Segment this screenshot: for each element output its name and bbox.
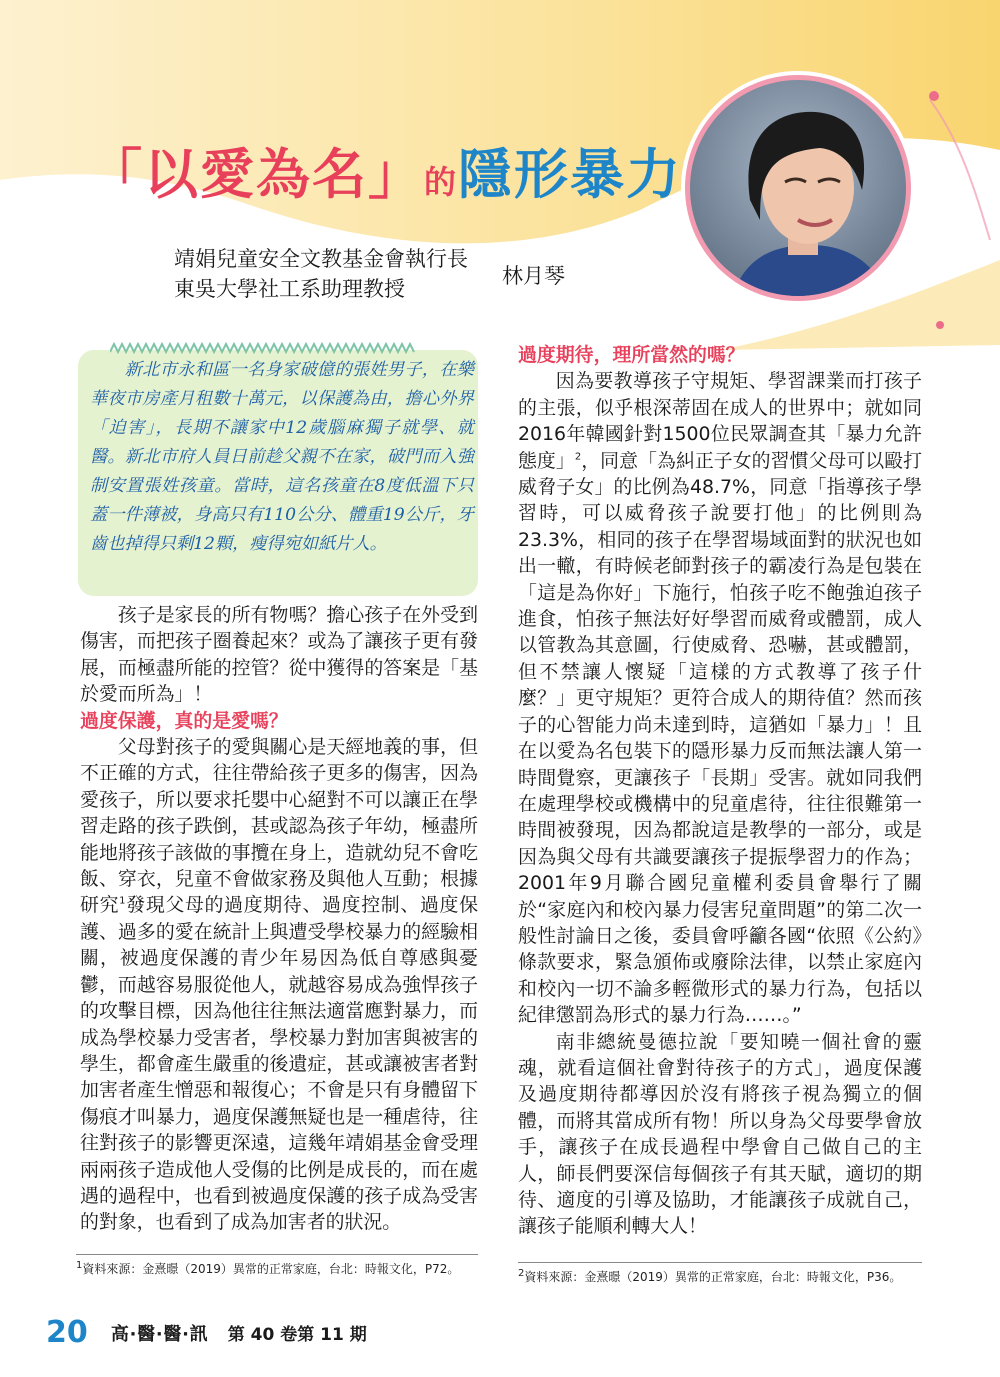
right-paragraph-1-a: 因為要教導孩子守規矩、學習課業而打孩子的主張，似乎根深蒂固在成人的世界中；就如同2016年韓國針對1500位民眾調查其「暴力允許態度」 <box>518 370 922 472</box>
footnote-right-number: 2 <box>518 1268 525 1279</box>
left-paragraph-1: 孩子是家長的所有物嗎？擔心孩子在外受到傷害，而把孩子圈養起來？或為了讓孩子更有發展，而極盡所能的控管？從中獲得的答案是「基於愛而所為」！ <box>80 604 478 706</box>
right-paragraph-1 <box>518 368 922 1028</box>
stitch-decoration <box>110 342 430 354</box>
footnote-divider-right <box>518 1262 922 1263</box>
title-part-1: 「以愛為名」 <box>88 143 424 206</box>
intro-quote: 新北市永和區一名身家破億的張姓男子，在樂華夜市房產月租數十萬元，以保護為由，擔心外界「迫害」，長期不讓家中12歲腦麻獨子就學、就醫。新北市府人員日前趁父親不在家，破門而入強制安置張姓孩童。當時，這名孩童在8度低溫下只蓋一件薄被，身高只有110公分、體重19公斤，牙齒也掉得只剩12顆，瘦得宛如紙片人。 <box>90 360 474 554</box>
left-paragraph-2-b: 發現父母的過度期待、過度控制、過度保護、過多的愛在統計上與遭受學校暴力的經驗相關，被過度保護的青少年易因為低自尊感與憂鬱，而越容易服從他人，就越容易成為強悍孩子的攻擊目標，因為他往往無法適當應對暴力，而成為學校暴力受害者，學校暴力對加害與被害的學生，都會產生嚴重的後遺症，甚或讓被害者對加害者產生憎惡和報復心；不會是只有身體留下傷痕才叫暴力，過度保護無疑也是一種虐待，往往對孩子的影響更深遠，這幾年靖娟基金會受理兩兩孩子造成他人受傷的比例是成長的，而在處遇的過程中，也看到被過度保護的孩子成為受害的對象，也看到了成為加害者的狀況。 <box>80 894 479 1234</box>
right-section-heading: 過度期待，理所當然的嗎？ <box>518 344 745 366</box>
article-title <box>88 132 682 209</box>
issue-info: 第 40 卷第 11 期 <box>227 1325 367 1345</box>
footnote-left-number: 1 <box>76 1260 83 1271</box>
footnote-right <box>518 1268 901 1285</box>
author-portrait <box>680 70 916 306</box>
footnote-left-text: 資料來源：金熹暻（2019）異常的正常家庭，台北：時報文化，P72。 <box>82 1262 460 1276</box>
page-footer <box>46 1315 367 1350</box>
page-number: 20 <box>46 1315 88 1350</box>
author-name: 林月琴 <box>502 264 565 288</box>
intro-quote-text <box>90 356 474 559</box>
left-paragraph-2 <box>80 734 478 1236</box>
journal-name: 高‧醫‧醫‧訊 <box>110 1323 209 1345</box>
footnote-divider-left <box>76 1254 478 1255</box>
footnote-ref-2: 2 <box>574 451 582 463</box>
left-section-heading: 過度保護，真的是愛嗎？ <box>80 709 288 732</box>
title-part-3: 隱形暴力 <box>458 143 683 206</box>
footnote-left <box>76 1260 459 1277</box>
right-paragraph-1-b: ，同意「為糾正子女的習慣父母可以毆打威脅子女」的比例為48.7%，同意「指導孩子學習時，可以威脅孩子說要打他」的比例則為23.3%，相同的孩子在學習場域面對的狀況也如出一轍，有時候老師對孩子的霸凌行為是包裝在「這是為你好」下施行，怕孩子吃不飽強迫孩子進食，怕孩子無法好好學習而威脅或體罰，成人以管教為其意圖，行使威脅、恐嚇，甚或體罰，但不禁讓人懷疑「這樣的方式教導了孩子什麼？」更守規矩？更符合成人的期待值？然而孩子的心智能力尚未達到時，這猶如「暴力」！且在以愛為名包裝下的隱形暴力反而無法讓人第一時間覺察，更讓孩子「長期」受害。就如同我們在處理學校或機構中的兒童虐待，往往很難第一時間被發現，因為都說這是教學的一部分，或是因為與父母有共識要讓孩子提振學習力的作為；2001年9月聯合國兒童權利委員會舉行了關於“家庭內和校內暴力侵害兒童問題”的第二次一般性討論日之後，委員會呼籲各國“依照《公約》條款要求，緊急頒佈或廢除法律，以禁止家庭內和校內一切不論多輕微形式的暴力行為，包括以紀律懲罰為形式的暴力行為……。” <box>518 449 923 1027</box>
left-paragraph-2-a: 父母對孩子的愛與關心是天經地義的事，但不正確的方式，往往帶給孩子更多的傷害，因為愛孩子，所以要求托嬰中心絕對不可以讓正在學習走路的孩子跌倒，甚或認為孩子年幼，極盡所能地將孩子該做的事攬在身上，造就幼兒不會吃飯、穿衣，兒童不會做家務及與他人互動；根據研究 <box>80 736 478 917</box>
right-paragraph-2: 南非總統曼德拉說「要知曉一個社會的靈魂，就看這個社會對待孩子的方式」，過度保護及過度期待都導因於沒有將孩子視為獨立的個體，而將其當成所有物！所以身為父母要學會放手，讓孩子在成長過程中學會自己做自己的主人，師長們要深信每個孩子有其天賦，適切的期待、適度的引導及協助，才能讓孩子成就自己，讓孩子能順利轉大人！ <box>518 1030 922 1238</box>
right-column <box>518 342 922 1240</box>
author-role-1: 靖娟兒童安全文教基金會執行長 <box>174 247 468 271</box>
footnote-ref-1: 1 <box>119 896 126 908</box>
footnote-right-text: 資料來源：金熹暻（2019）異常的正常家庭，台北：時報文化，P36。 <box>524 1270 902 1284</box>
author-roles <box>174 244 468 304</box>
author-role-2: 東吳大學社工系助理教授 <box>174 277 405 301</box>
left-column <box>80 602 478 1236</box>
title-part-2: 的 <box>424 163 459 201</box>
